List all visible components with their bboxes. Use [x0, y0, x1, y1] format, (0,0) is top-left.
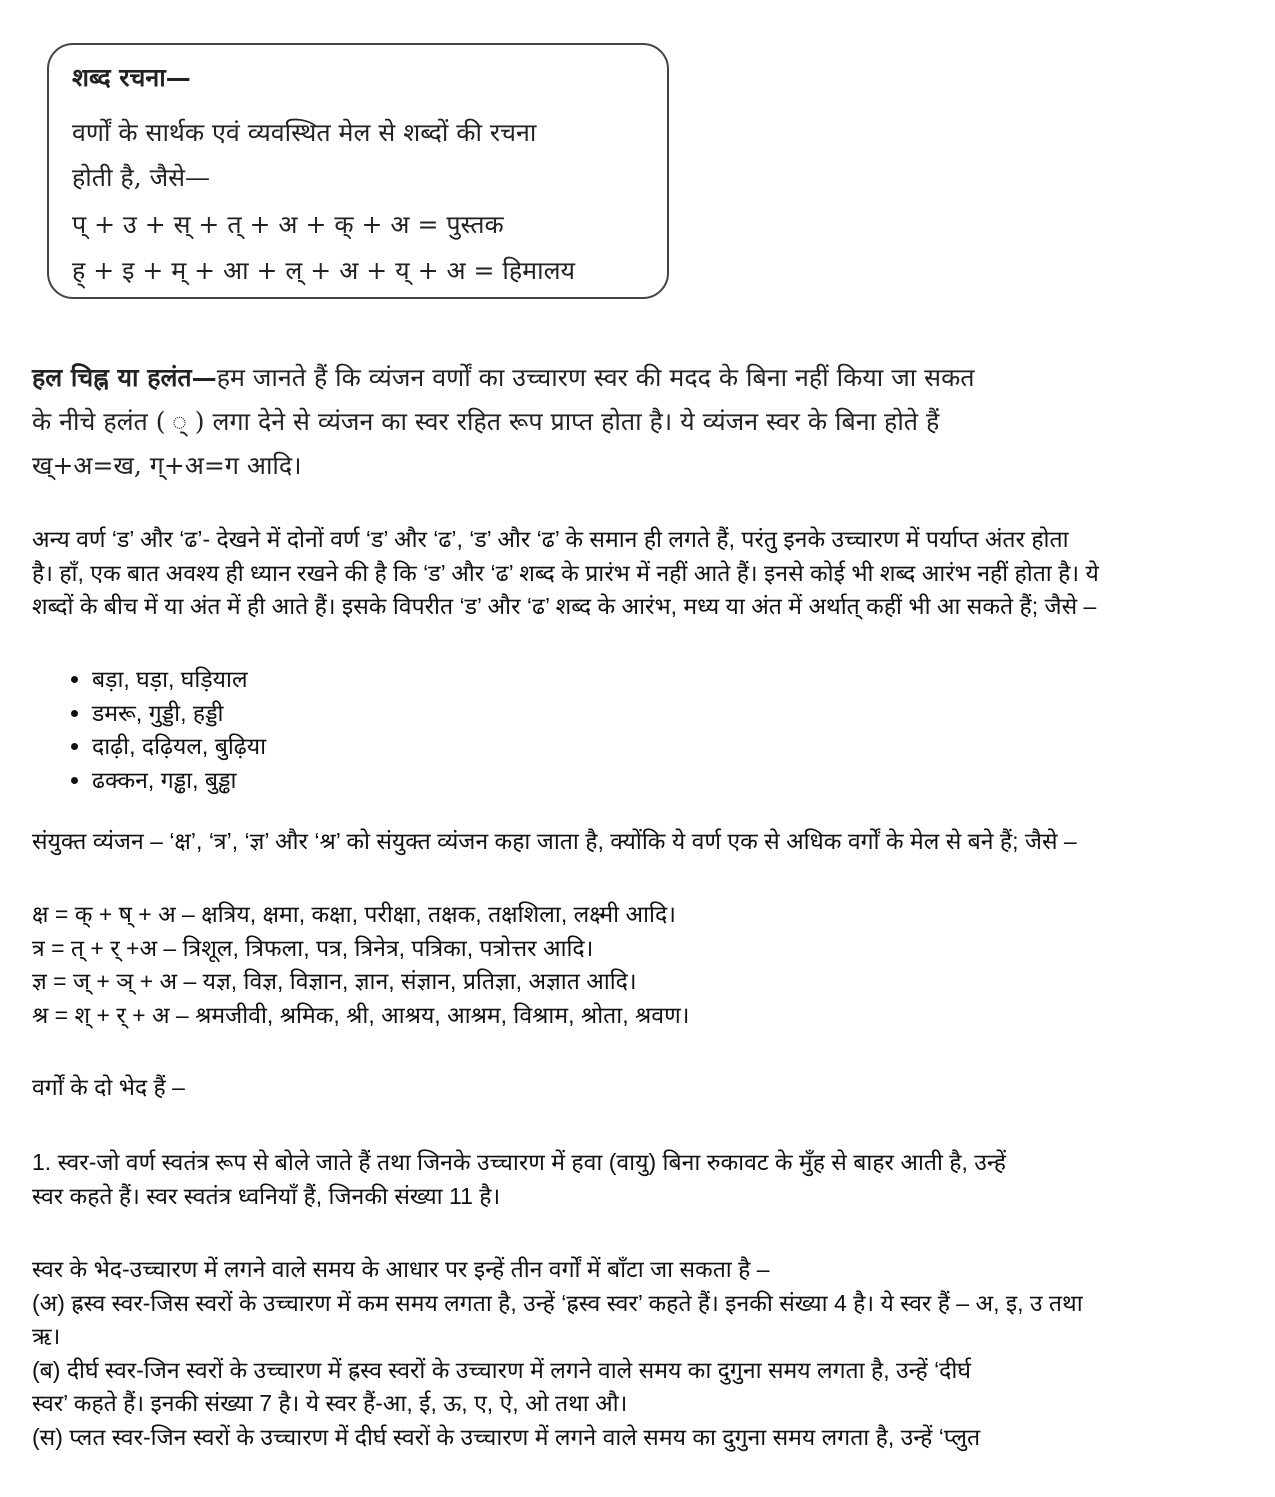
paragraph-line: ऋ। — [32, 1323, 61, 1349]
halant-line — [32, 356, 975, 400]
examples-block — [32, 898, 689, 1032]
paragraph-line: स्वर’ कहते हैं। इनकी संख्या 7 है। ये स्वर हैं-आ, ई, ऊ, ए, ऐ, ओ तथा औ। — [32, 1390, 628, 1416]
paragraph-line: शब्दों के बीच में या अंत में ही आते हैं। इसके विपरीत ‘ड’ और ‘ढ’ शब्द के आरंभ, मध्य या अंत में अर्थात् कहीं भी आ सकते हैं; जैसे – — [32, 593, 1097, 619]
example-line: त्र = त् + र् +अ – त्रिशूल, त्रिफला, पत्र, त्रिनेत्र, पत्रिका, पत्रोत्तर आदि। — [32, 934, 594, 961]
box-line: वर्णों के सार्थक एवं व्यवस्थित मेल से शब्दों की रचना — [72, 118, 537, 147]
paragraph-line: (स) प्लत स्वर-जिन स्वरों के उच्चारण में दीर्घ स्वरों के उच्चारण में लगने वाले समय का दुगुना समय लगता है, उन्हें ‘प्लुत — [32, 1423, 981, 1450]
paragraph-line: अन्य वर्ण ‘ड’ और ‘ढ’- देखने में दोनों वर्ण ‘ड’ और ‘ढ’, ‘ड’ और ‘ढ’ के समान ही लगते हैं, परंतु इनके उच्चारण में पर्याप्त अंतर होता — [32, 526, 1069, 552]
paragraph-line: 1. स्वर-जो वर्ण स्वतंत्र रूप से बोले जाते हैं तथा जिनके उच्चारण में हवा (वायु) बिना रुकावट के मुँह से बाहर आती है, उन्हें — [32, 1149, 1006, 1175]
sanyukt-paragraph: संयुक्त व्यंजन – ‘क्ष’, ‘त्र’, ‘ज्ञ’ और ‘श्र’ को संयुक्त व्यंजन कहा जाता है, क्योंकि ये वर्ण एक से अधिक वर्गों के मेल से बने हैं; जैसे – — [32, 828, 1077, 854]
bhed-heading: वर्गों के दो भेद हैं – — [32, 1074, 185, 1100]
paragraph-line: (ब) दीर्घ स्वर-जिन स्वरों के उच्चारण में ह्रस्व स्वरों के उच्चारण में लगने वाले समय का दुगुना समय लगता है, उन्हें ‘दीर्घ — [32, 1356, 971, 1383]
svar-paragraph — [32, 1146, 1006, 1213]
box-line: प् + उ + स् + त् + अ + क् + अ = पुस्तक — [72, 210, 504, 239]
halant-text: हम जानते हैं कि व्यंजन वर्णों का उच्चारण स्वर की मदद के बिना नहीं किया जा सकत — [216, 363, 975, 392]
halant-heading: हल चिह्न या हलंत— — [32, 363, 217, 392]
halant-line: के नीचे हलंत ( ् ) लगा देने से व्यंजन का स्वर रहित रूप प्राप्त होता है। ये व्यंजन स्वर के बिना होते हैं — [32, 407, 940, 436]
list-item: • बड़ा, घड़ा, घड़ियाल — [92, 663, 266, 697]
paragraph-line: (अ) ह्रस्व स्वर-जिस स्वरों के उच्चारण में कम समय लगता है, उन्हें ‘ह्रस्व स्वर’ कहते हैं। इनकी संख्या 4 है। ये स्वर हैं – अ, इ, उ तथा — [32, 1289, 1083, 1316]
box-title: शब्द रचना— — [72, 63, 191, 92]
list-item: • ढक्कन, गड्ढा, बुड्ढा — [92, 764, 266, 798]
example-line: श्र = श् + र् + अ – श्रमजीवी, श्रमिक, श्री, आश्रय, आश्रम, विश्राम, श्रोता, श्रवण। — [32, 1001, 690, 1028]
list-item: • डमरू, गुड्डी, हड्डी — [92, 697, 266, 731]
halant-line: ख्+अ=ख, ग्+अ=ग आदि। — [32, 451, 302, 480]
paragraph-line: स्वर कहते हैं। स्वर स्वतंत्र ध्वनियाँ हैं, जिनकी संख्या 11 है। — [32, 1182, 501, 1209]
anya-varna-paragraph — [32, 523, 1099, 624]
svar-bhed-paragraph — [32, 1253, 1083, 1454]
example-list — [60, 663, 266, 797]
box-line: होती है, जैसे— — [72, 163, 211, 192]
box-line: ह् + इ + म् + आ + ल् + अ + य् + अ = हिमालय — [72, 256, 576, 285]
paragraph-line: है। हाँ, एक बात अवश्य ही ध्यान रखने की है कि ‘ड’ और ‘ढ’ शब्द के प्रारंभ में नहीं आते हैं। इनसे कोई भी शब्द आरंभ नहीं होता है। ये — [32, 559, 1099, 586]
example-line: ज्ञ = ज् + ञ् + अ – यज्ञ, विज्ञ, विज्ञान, ज्ञान, संज्ञान, प्रतिज्ञा, अज्ञात आदि। — [32, 968, 637, 994]
list-item: • दाढ़ी, दढ़ियल, बुढ़िया — [92, 730, 266, 764]
paragraph-line: स्वर के भेद-उच्चारण में लगने वाले समय के आधार पर इन्हें तीन वर्गों में बाँटा जा सकता है – — [32, 1256, 770, 1282]
example-line: क्ष = क् + ष् + अ – क्षत्रिय, क्षमा, कक्षा, परीक्षा, तक्षक, तक्षशिला, लक्ष्मी आदि। — [32, 901, 676, 927]
